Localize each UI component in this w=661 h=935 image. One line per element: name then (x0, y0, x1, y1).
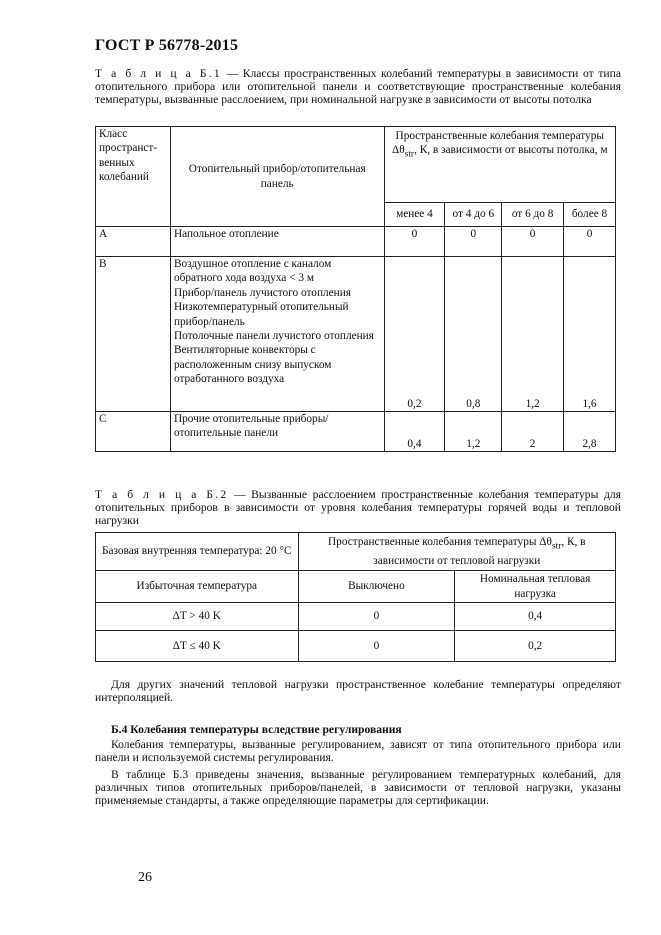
table-b2 (95, 532, 616, 662)
table1-caption-lead: Т а б л и ц а Б.1 (95, 67, 222, 80)
device-line: Прочие отопительные приборы/отопительные панели (173, 413, 329, 440)
table2-off-cell: 0 (298, 603, 455, 631)
table1-value-cell: 1,2 (502, 257, 564, 412)
table-row (96, 603, 616, 631)
table1-device-cell (170, 257, 384, 412)
table1-value-cell: 0,8 (445, 257, 502, 412)
device-line: Вентиляторные конвекторы с расположенным снизу выпуском отработанного воздуха (173, 344, 332, 386)
table1-height-header: менее 4 (384, 203, 445, 227)
table1-header-class: Класс пространст-венных колебаний (96, 127, 171, 227)
table1-value-cell: 2 (502, 412, 564, 452)
table1-header-device: Отопительный прибор/отопительная панель (170, 127, 384, 227)
table1-device-cell (170, 227, 384, 257)
section-title: Б.4 Колебания температуры вследствие регулирования (111, 723, 402, 736)
table1-value-cell: 0 (384, 227, 445, 257)
table-row (96, 257, 616, 412)
table2-header-values: Пространственные колебания температуры $\Delta\theta_{str}$, К, в зависимости от тепловой нагрузки (298, 533, 615, 571)
section-paragraph-2: В таблице Б.3 приведены значения, вызванные регулированием температурных колебаний, для различных типов отопительных приборов/панелей, в зависимости от тепловой нагрузки, указаны применяемые стандарты, а также определяющие параметры для сертификации. (95, 768, 621, 807)
table1-height-header: от 4 до 6 (445, 203, 502, 227)
table1-value-cell: 0,2 (384, 257, 445, 412)
table2-delta-cell: ΔT > 40 K (96, 603, 299, 631)
table1-value-cell: 1,6 (564, 257, 616, 412)
table2-caption-lead: Т а б л и ц а Б.2 (95, 488, 229, 501)
table2-caption (95, 488, 621, 527)
table1-value-cell: 0,4 (384, 412, 445, 452)
device-line: Воздушное отопление с каналом обратного хода воздуха < 3 м (173, 258, 332, 285)
table1-height-header: более 8 (564, 203, 616, 227)
table1-value-cell: 0 (445, 227, 502, 257)
table2-subheader-excess: Избыточная температура (96, 571, 299, 603)
document-header: ГОСТ Р 56778-2015 (95, 37, 239, 54)
table1-caption-text: — Классы пространственных колебаний температуры в зависимости от типа отопительного прибора или отопительной панели и соответствующие пространственные колебания температуры, вызванные расслоением, при номинальной нагрузке в зависимости от высоты потолка (95, 67, 621, 106)
device-line: Потолочные панели лучистого отопления (173, 330, 374, 343)
table2-subheader-nominal: Номинальная тепловая нагрузка (455, 571, 616, 603)
table2-nominal-cell: 0,4 (455, 603, 616, 631)
page-number: 26 (138, 870, 152, 885)
table1-value-cell: 1,2 (445, 412, 502, 452)
device-line: Напольное отопление (173, 228, 279, 240)
table-b1 (95, 126, 616, 452)
note-paragraph: Для других значений тепловой нагрузки пространственное колебание температуры определяют интерполяцией. (95, 678, 621, 704)
device-line: Прибор/панель лучистого отопления (173, 286, 351, 299)
table1-header-values: Пространственные колебания температуры $\Delta\theta_{str}$, К, в зависимости от высоты потолка, м (384, 127, 616, 203)
table2-header-base: Базовая внутренняя температура: 20 °C (96, 533, 299, 571)
table1-class-cell: C (96, 412, 171, 452)
table2-off-cell: 0 (298, 631, 455, 662)
table1-device-cell (170, 412, 384, 452)
table-row (96, 631, 616, 662)
table2-subheader-off: Выключено (298, 571, 455, 603)
table1-class-cell: B (96, 257, 171, 412)
table2-delta-cell: ΔT ≤ 40 K (96, 631, 299, 662)
table-row (96, 227, 616, 257)
table-row (96, 412, 616, 452)
table1-value-cell: 0 (564, 227, 616, 257)
table1-height-header: от 6 до 8 (502, 203, 564, 227)
table1-value-cell: 0 (502, 227, 564, 257)
table1-caption (95, 67, 621, 106)
table2-caption-text: — Вызванные расслоением пространственные колебания температуры для отопительных приборов в зависимости от уровня колебания температуры горячей воды и тепловой нагрузки (95, 488, 621, 527)
device-line: Низкотемпературный отопительный прибор/панель (173, 301, 349, 328)
section-paragraph-1: Колебания температуры, вызванные регулированием, зависят от типа отопительного прибора или панели и используемой системы регулирования. (95, 738, 621, 764)
table1-value-cell: 2,8 (564, 412, 616, 452)
table2-nominal-cell: 0,2 (455, 631, 616, 662)
table1-class-cell: A (96, 227, 171, 257)
